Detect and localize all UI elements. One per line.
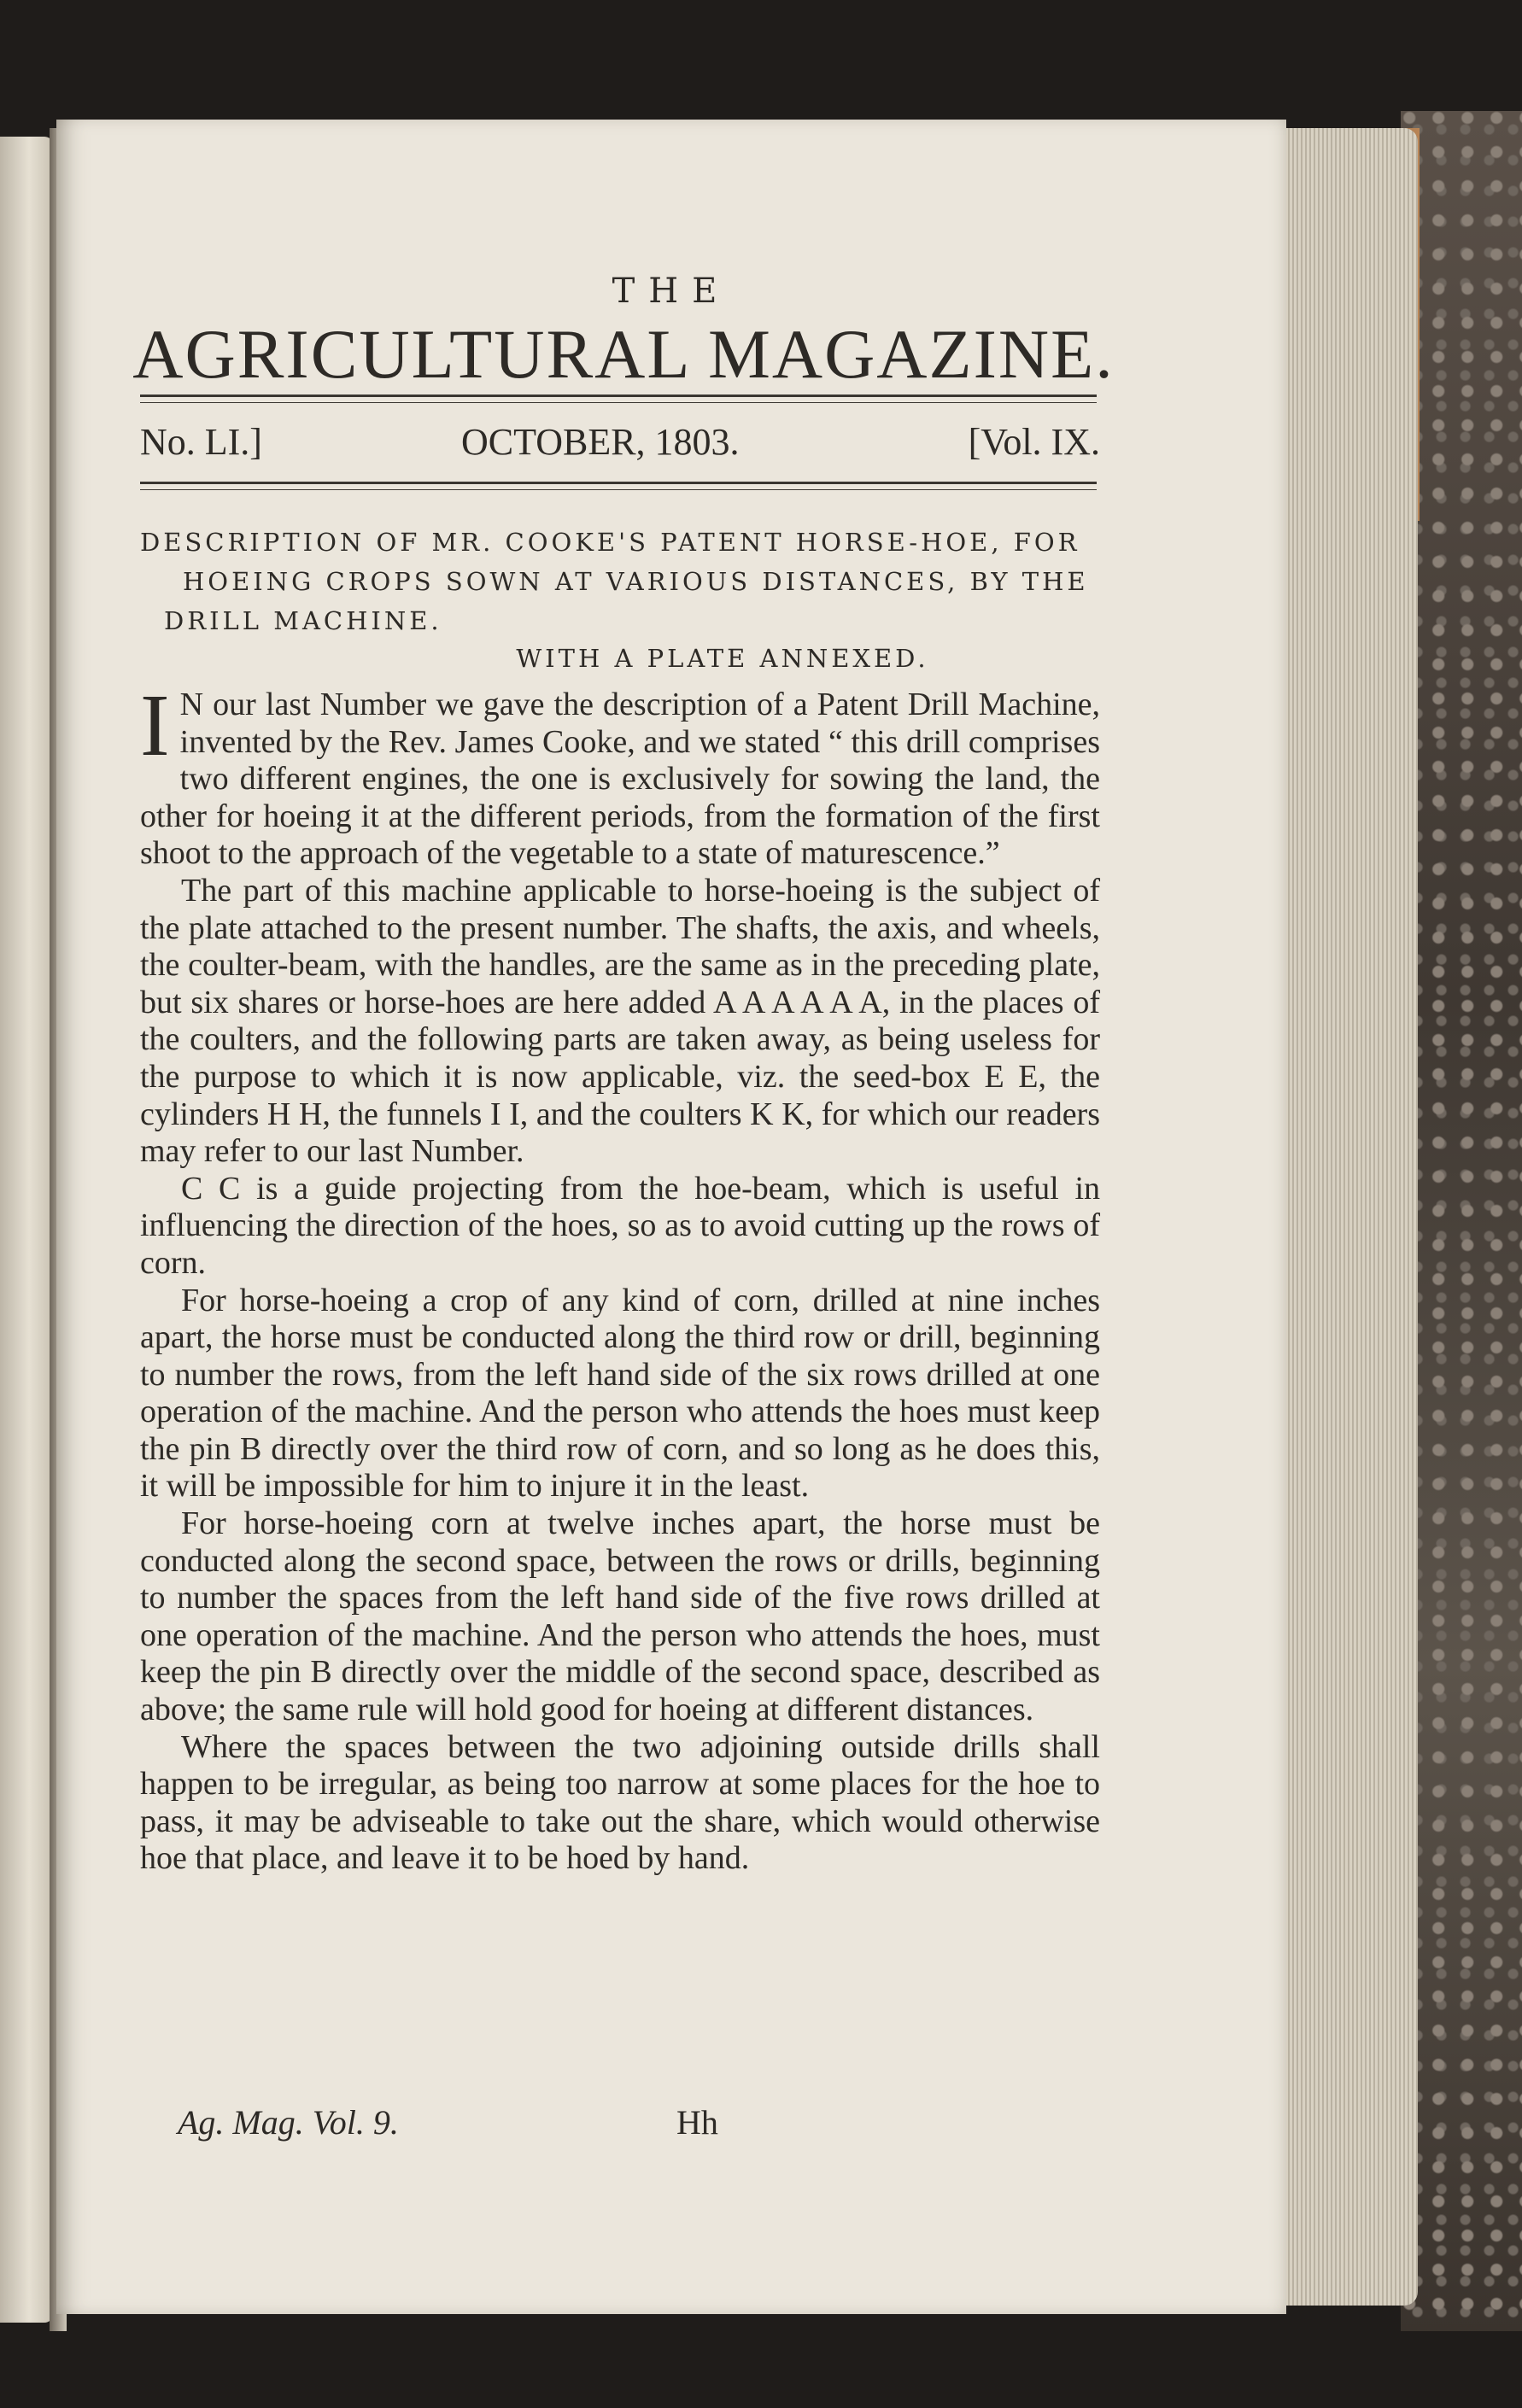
article-heading-line-3: DRILL MACHINE. (164, 606, 442, 635)
issue-number: No. LI.] (140, 421, 262, 463)
page-footer (140, 2102, 1100, 2145)
left-page-edge (0, 137, 53, 2323)
footer-sheet-mark: Hh (676, 2103, 718, 2142)
paragraph-6: Where the spaces between the two adjoining outside drills shall happen to be irregular, as being too narrow at some places for the hoe to pass, it may be adviseable to take out the share, which would otherwise hoe that place, and leave it to be hoed by hand. (140, 1728, 1100, 1877)
article-heading-line-1: DESCRIPTION OF MR. COOKE'S PATENT HORSE-HOE, FOR (140, 528, 1080, 557)
article-heading-line-2: HOEING CROPS SOWN AT VARIOUS DISTANCES, BY THE (183, 567, 1089, 596)
paragraph-1-text: N our last Number we gave the description of a Patent Drill Machine, invented by the Rev. James Cooke, and we stated “ this drill comprises two different engines, the one is exclusively for sowing the land, the other for hoeing it at the different periods, from the formation of the first shoot to the approach of the vegetable to a state of maturescence.” (140, 687, 1100, 872)
paragraph-2: The part of this machine applicable to horse-hoeing is the subject of the plate attached to the present number. The shafts, the axis, and wheels, the coulter-beam, with the handles, are the same as in the preceding plate, but six shares or horse-hoes are here added A A A A A A, in the places of the coulters, and the following parts are taken away, as being useless for the purpose to which it is now applicable, viz. the seed-box E E, the cylinders H H, the funnels I I, and the coulters K K, for which our readers may refer to our last Number. (140, 872, 1100, 1170)
article-heading (140, 523, 1100, 640)
paragraph-4: For horse-hoeing a crop of any kind of corn, drilled at nine inches apart, the horse must be conducted along the third row or drill, beginning to number the rows, from the left hand side of the six rows drilled at one operation of the machine. And the person who attends the hoes must keep the pin B directly over the third row of corn, and so long as he does this, it will be impossible for him to injure it in the least. (140, 1282, 1100, 1505)
paragraph-3: C C is a guide projecting from the hoe-beam, which is useful in influencing the direction of the hoes, so as to avoid cutting up the rows of corn. (140, 1170, 1100, 1281)
footer-signature: Ag. Mag. Vol. 9. (178, 2103, 399, 2142)
issue-volume: [Vol. IX. (968, 421, 1100, 463)
page-edges (1281, 128, 1418, 2306)
masthead-title: AGRICULTURAL MAGAZINE. (132, 315, 1115, 393)
issue-date: OCTOBER, 1803. (461, 421, 740, 463)
drop-cap: I (140, 676, 170, 774)
paragraph-1 (140, 676, 1100, 873)
article-subheading: WITH A PLATE ANNEXED. (516, 644, 929, 673)
masthead-the: THE (612, 272, 731, 311)
article-body (140, 676, 1100, 1878)
masthead-rule-bottom (140, 482, 1097, 490)
masthead-rule-top (140, 395, 1097, 403)
paragraph-5: For horse-hoeing corn at twelve inches apart, the horse must be conducted along the second space, between the rows or drills, beginning to number the spaces from the left hand side of the five rows drilled at one operation of the machine. And the person who attends the hoes, must keep the pin B directly over the middle of the second space, described as above; the same rule will hold good for hoeing at different distances. (140, 1505, 1100, 1728)
issue-line (140, 420, 1100, 471)
